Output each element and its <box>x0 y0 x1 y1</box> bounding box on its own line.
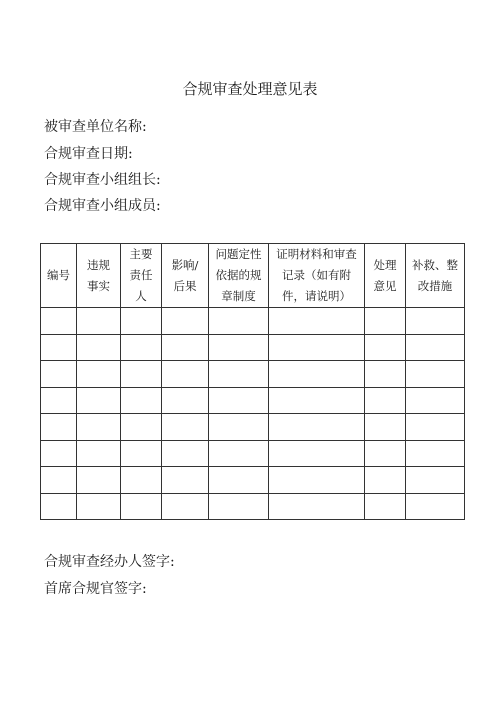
table-body <box>41 308 465 520</box>
table-header-row <box>41 244 465 308</box>
table-cell <box>365 493 406 520</box>
col-header-evidence-records <box>269 244 365 308</box>
col-header-number <box>41 244 77 308</box>
col-header-label: 问题定性依据的规章制度 <box>215 247 262 303</box>
table-cell <box>41 414 77 441</box>
table-cell <box>365 361 406 388</box>
table-cell <box>41 467 77 494</box>
table-cell <box>162 440 209 467</box>
table-cell <box>121 334 162 361</box>
table-row <box>41 308 465 335</box>
table-cell <box>209 334 269 361</box>
field-chief-compliance-officer-signature: 首席合规官签字: <box>44 581 147 597</box>
col-header-label: 处理意见 <box>373 257 397 293</box>
table-cell <box>406 308 465 335</box>
table-cell <box>209 387 269 414</box>
col-header-responsible-person <box>121 244 162 308</box>
field-review-date: 合规审查日期: <box>44 146 133 162</box>
col-header-handling-opinion <box>365 244 406 308</box>
table-row <box>41 493 465 520</box>
table-cell <box>77 387 121 414</box>
table-cell <box>77 308 121 335</box>
table-cell <box>269 334 365 361</box>
table-row <box>41 467 465 494</box>
table-cell <box>365 334 406 361</box>
table-cell <box>121 308 162 335</box>
table-cell <box>209 308 269 335</box>
table-cell <box>41 387 77 414</box>
table-cell <box>269 493 365 520</box>
table-row <box>41 387 465 414</box>
table-cell <box>41 440 77 467</box>
field-review-team-members: 合规审查小组成员: <box>44 198 161 214</box>
table-cell <box>77 467 121 494</box>
table-cell <box>121 387 162 414</box>
col-header-impact <box>162 244 209 308</box>
table-cell <box>209 493 269 520</box>
table-cell <box>209 361 269 388</box>
table-cell <box>162 493 209 520</box>
table-cell <box>77 414 121 441</box>
table-cell <box>121 493 162 520</box>
table-cell <box>77 493 121 520</box>
table-cell <box>77 440 121 467</box>
col-header-violation-facts <box>77 244 121 308</box>
table-cell <box>162 467 209 494</box>
col-header-label: 主要责任人 <box>129 247 153 303</box>
table-cell <box>162 414 209 441</box>
table-row <box>41 440 465 467</box>
col-header-label: 影响/后果 <box>171 257 199 293</box>
table-row <box>41 334 465 361</box>
table-cell <box>162 387 209 414</box>
col-header-label: 编号 <box>47 268 70 282</box>
table-cell <box>77 361 121 388</box>
table-cell <box>41 334 77 361</box>
col-header-label: 补救、整改措施 <box>412 257 458 293</box>
table-cell <box>406 387 465 414</box>
table-cell <box>406 493 465 520</box>
table-cell <box>41 308 77 335</box>
table-cell <box>269 361 365 388</box>
col-header-regulation-basis <box>209 244 269 308</box>
table-cell <box>162 308 209 335</box>
table-cell <box>121 467 162 494</box>
compliance-review-table <box>40 243 465 520</box>
table-cell <box>269 440 365 467</box>
table-cell <box>121 440 162 467</box>
table-cell <box>406 334 465 361</box>
document-title: 合规审查处理意见表 <box>182 80 318 98</box>
field-review-team-leader: 合规审查小组组长: <box>44 172 161 188</box>
table-cell <box>406 414 465 441</box>
table-row <box>41 361 465 388</box>
table-cell <box>365 440 406 467</box>
table-cell <box>365 387 406 414</box>
table-cell <box>365 414 406 441</box>
table-row <box>41 414 465 441</box>
table-cell <box>41 493 77 520</box>
table-cell <box>269 308 365 335</box>
table-cell <box>406 361 465 388</box>
table-cell <box>365 467 406 494</box>
table-cell <box>269 467 365 494</box>
table-cell <box>41 361 77 388</box>
table-cell <box>209 414 269 441</box>
table-cell <box>209 440 269 467</box>
table-cell <box>406 467 465 494</box>
table-cell <box>121 414 162 441</box>
table-cell <box>269 387 365 414</box>
table-cell <box>209 467 269 494</box>
field-reviewed-unit-name: 被审查单位名称: <box>44 119 147 135</box>
col-header-remedial-measures <box>406 244 465 308</box>
table-cell <box>269 414 365 441</box>
table-cell <box>406 440 465 467</box>
col-header-label: 证明材料和审查记录（如有附件，请说明） <box>276 247 357 303</box>
table-cell <box>162 334 209 361</box>
field-handler-signature: 合规审查经办人签字: <box>44 554 175 570</box>
table-cell <box>162 361 209 388</box>
table-cell <box>121 361 162 388</box>
col-header-label: 违规事实 <box>87 257 110 293</box>
table-cell <box>365 308 406 335</box>
table-cell <box>77 334 121 361</box>
